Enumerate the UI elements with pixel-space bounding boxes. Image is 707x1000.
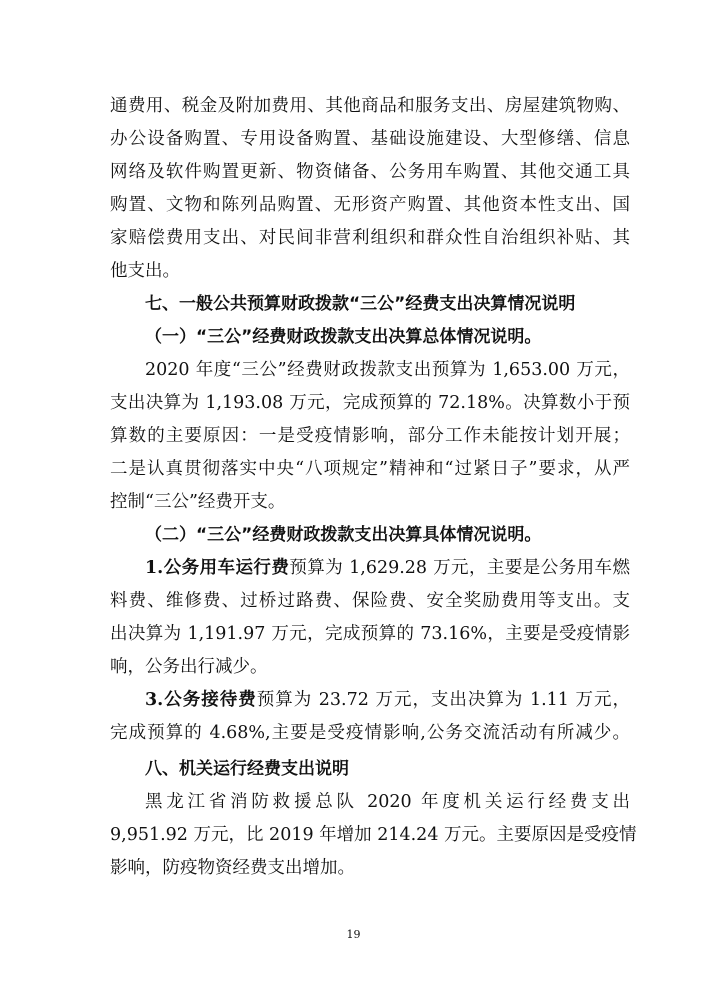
body-text-line: 完成预算的 4.68%,主要是受疫情影响,公务交流活动有所减少。 [110,723,630,743]
body-text-line: 影响，防疫物资经费支出增加。 [110,858,355,878]
body-text-line: 网络及软件购置更新、物资储备、公务用车购置、其他交通工具 [110,162,630,182]
subsection-1-heading: （一）“三公”经费财政拨款支出决算总体情况说明。 [145,327,542,347]
reception-cost-paragraph-first-line [145,688,630,712]
body-text-line: 通费用、税金及附加费用、其他商品和服务支出、房屋建筑物购、 [110,96,630,116]
body-text-line: 办公设备购置、专用设备购置、基础设施建设、大型修缮、信息 [110,129,630,149]
body-text-line: 他支出。 [110,261,180,281]
section-8-heading: 八、机关运行经费支出说明 [145,759,349,779]
body-text-line: 黑龙江省消防救援总队 2020 年度机关运行经费支出 [145,792,630,812]
body-text-line: 出决算为 1,191.97 万元，完成预算的 73.16%，主要是受疫情影 [110,624,630,644]
subsection-2-heading: （二）“三公”经费财政拨款支出决算具体情况说明。 [145,525,542,545]
car-cost-text: 预算为 1,629.28 万元，主要是公务用车燃 [289,558,630,578]
body-text-line: 响，公务出行减少。 [110,657,268,677]
body-text-line: 9,951.92 万元，比 2019 年增加 214.24 万元。主要原因是受疫情 [110,825,637,845]
body-text-line: 2020 年度“三公”经费财政拨款支出预算为 1,653.00 万元， [145,360,630,380]
body-text-line: 支出决算为 1,193.08 万元，完成预算的 72.18%。决算数小于预 [110,393,630,413]
body-text-line: 二是认真贯彻落实中央“八项规定”精神和“过紧日子”要求，从严 [110,459,630,479]
body-text-line: 料费、维修费、过桥过路费、保险费、安全奖励费用等支出。支 [110,591,630,611]
page-number: 19 [346,928,361,941]
car-cost-paragraph-first-line [145,556,630,580]
car-cost-label: 1.公务用车运行费 [145,558,290,578]
body-text-line: 算数的主要原因：一是受疫情影响，部分工作未能按计划开展； [110,426,630,446]
section-7-heading: 七、一般公共预算财政拨款“三公”经费支出决算情况说明 [145,294,576,314]
reception-cost-text: 预算为 23.72 万元，支出决算为 1.11 万元， [256,690,630,710]
body-text-line: 购置、文物和陈列品购置、无形资产购置、其他资本性支出、国 [110,195,630,215]
reception-cost-label: 3.公务接待费 [145,690,257,710]
body-text-line: 控制“三公”经费开支。 [110,492,286,512]
body-text-line: 家赔偿费用支出、对民间非营利组织和群众性自治组织补贴、其 [110,228,630,248]
